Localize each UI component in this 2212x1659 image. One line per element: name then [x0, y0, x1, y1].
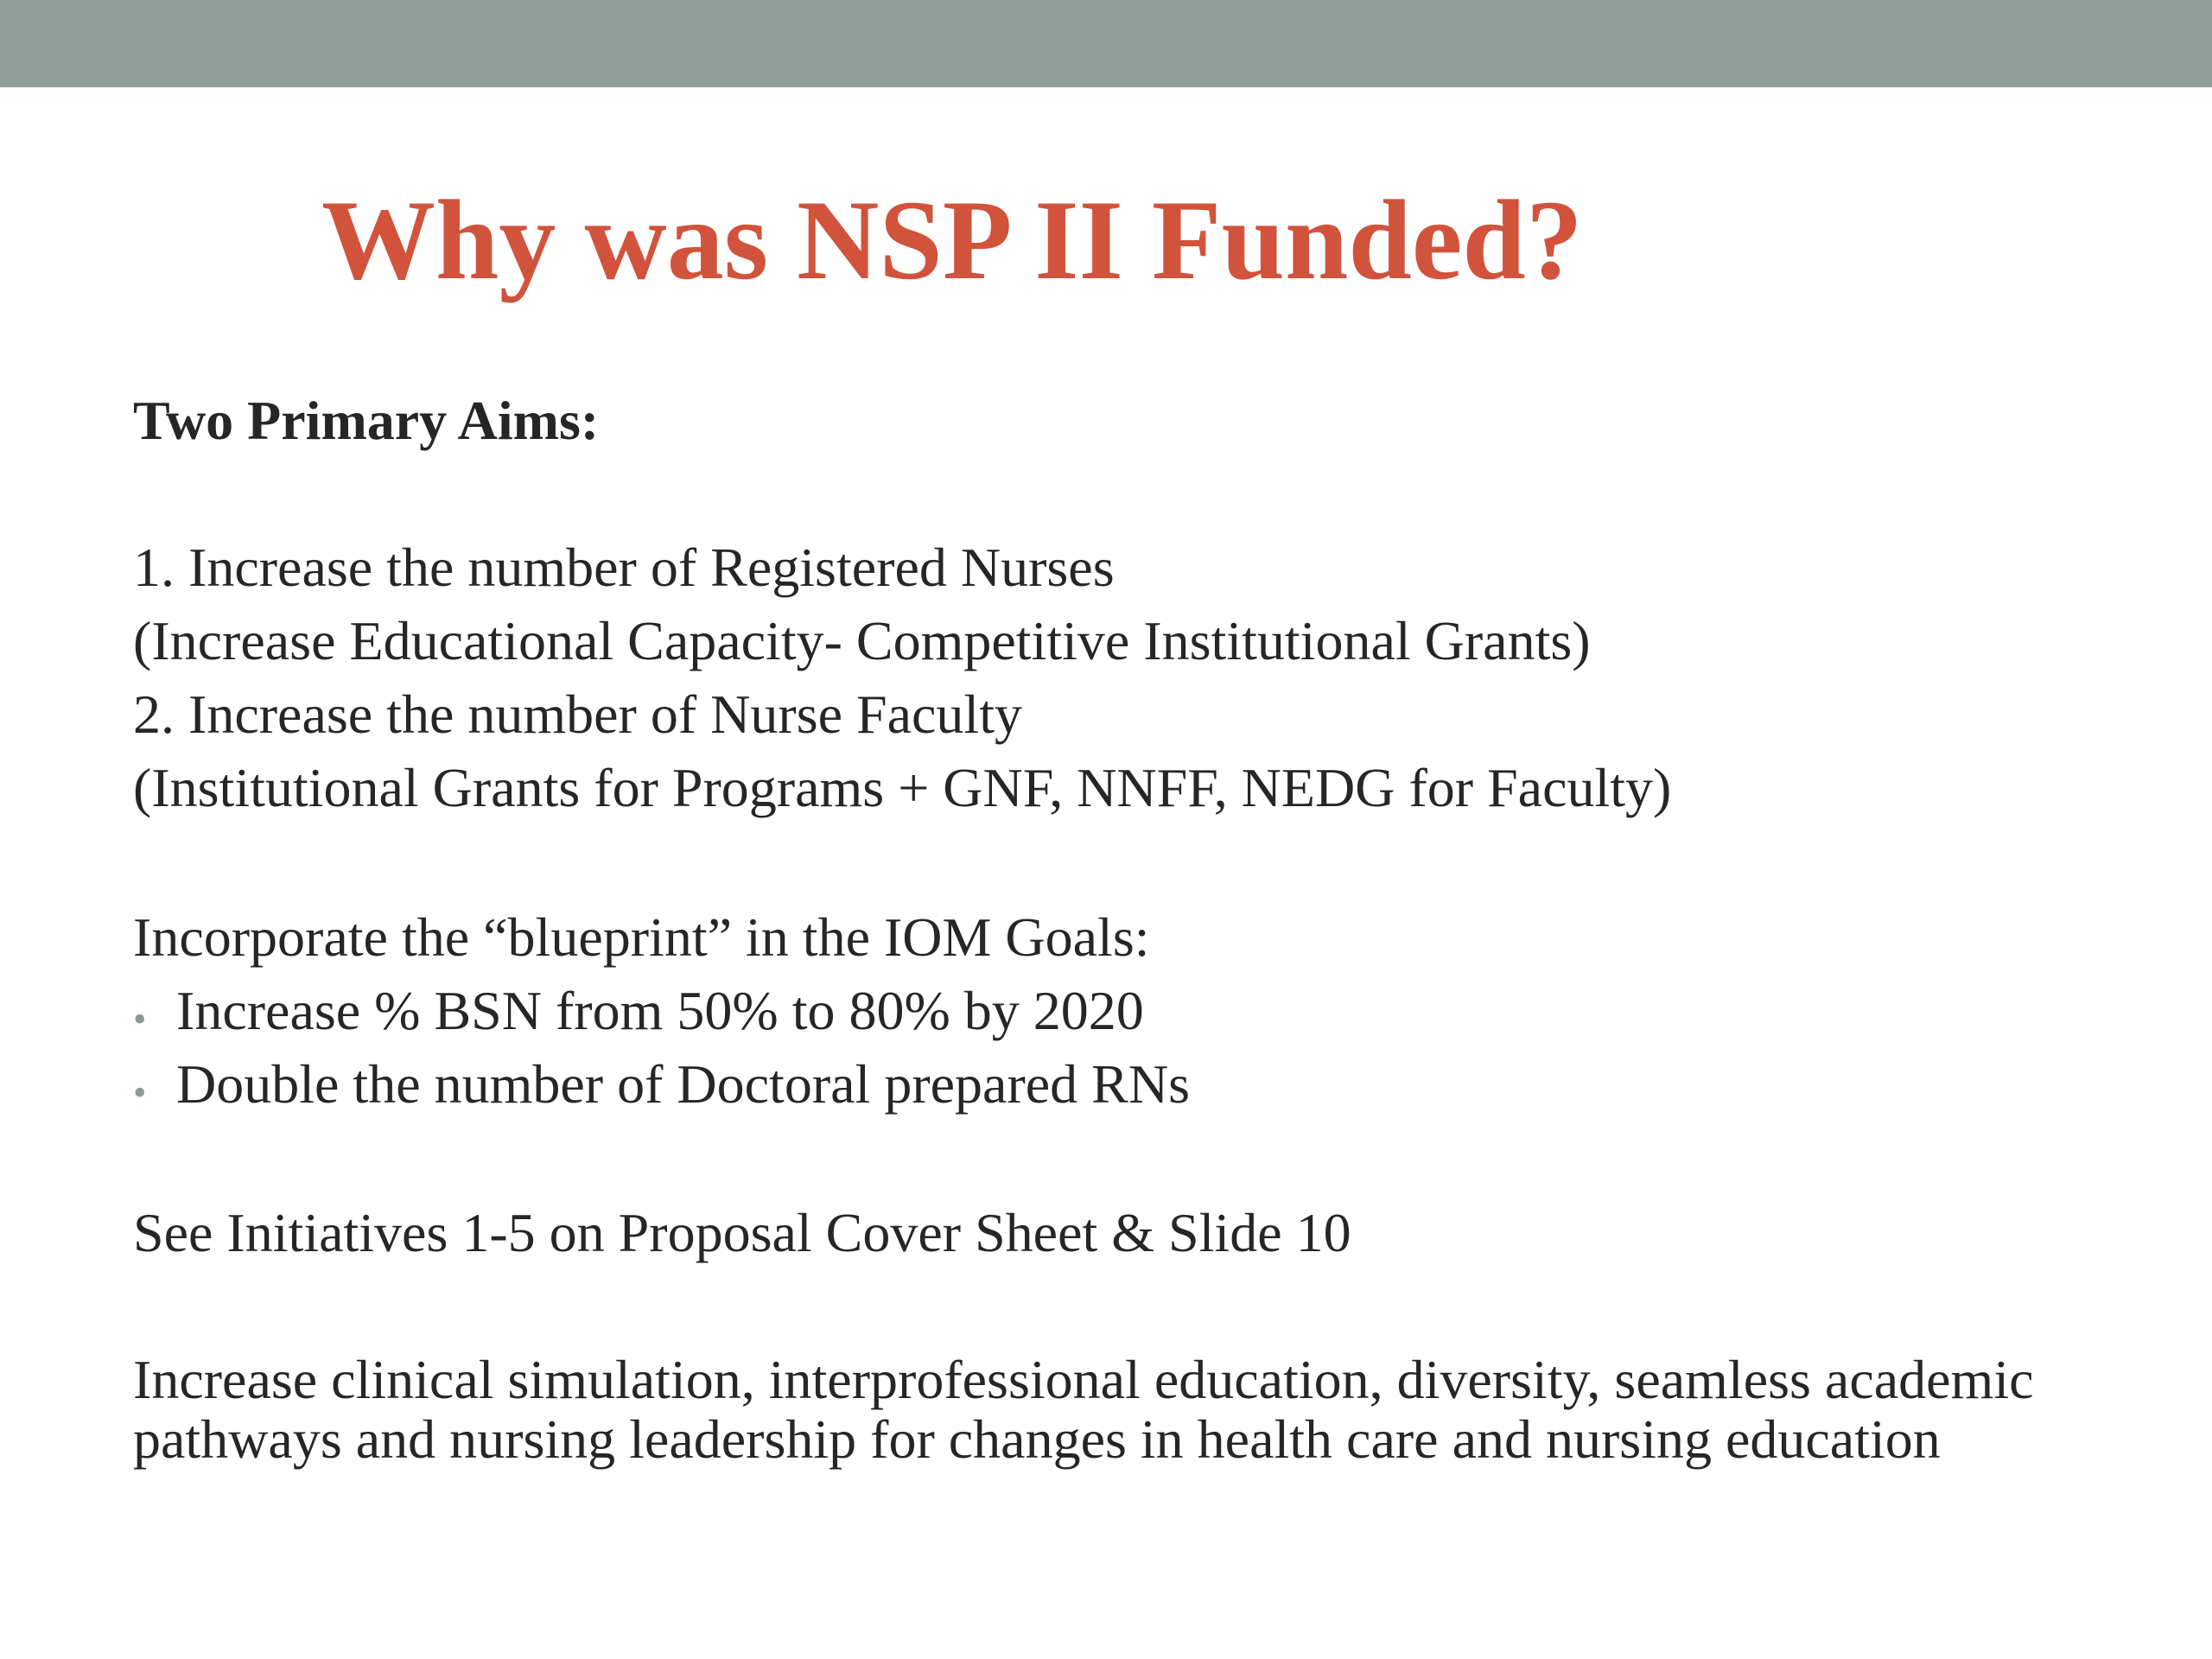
- aim-2: 2. Increase the number of Nurse Faculty: [133, 683, 1022, 745]
- aim-1: 1. Increase the number of Registered Nurses: [133, 537, 1115, 598]
- bullet-icon: •: [133, 1071, 147, 1114]
- blueprint-intro: Incorporate the “blueprint” in the IOM Goals:: [133, 906, 1150, 968]
- aim-2-detail: (Institutional Grants for Programs + GNF, NNFF, NEDG for Faculty): [133, 757, 1672, 818]
- slide-title: Why was NSP II Funded?: [321, 176, 1583, 303]
- aims-heading: Two Primary Aims:: [133, 390, 600, 451]
- closing-paragraph: Increase clinical simulation, interprofessional education, diversity, seamless academic pathways and nursing leadership for changes in health care and nursing education: [133, 1349, 2034, 1470]
- bullet-text: Increase % BSN from 50% to 80% by 2020: [176, 980, 1144, 1041]
- bullet-icon: •: [133, 998, 147, 1040]
- list-item: [133, 1052, 1861, 1122]
- aim-1-detail: (Increase Educational Capacity- Competitive Institutional Grants): [133, 610, 1591, 671]
- bullet-text: Double the number of Doctoral prepared RNs: [176, 1053, 1190, 1115]
- list-item: [133, 979, 1861, 1048]
- initiatives-note: See Initiatives 1-5 on Proposal Cover Sheet & Slide 10: [133, 1202, 1351, 1263]
- header-bar: [0, 0, 2212, 87]
